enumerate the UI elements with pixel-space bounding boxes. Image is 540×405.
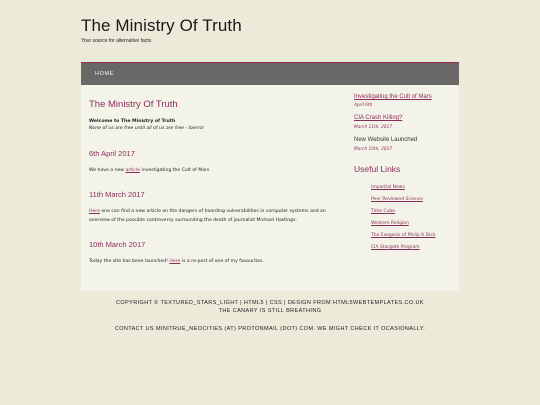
site-title: The Ministry Of Truth: [81, 16, 242, 35]
useful-link[interactable]: Impartial News: [371, 185, 405, 190]
post-article-link[interactable]: article: [125, 168, 140, 173]
post-text: investigating the Cult of Mars: [139, 168, 210, 173]
post-body: [89, 208, 344, 225]
nav-home-link[interactable]: HOME: [95, 71, 114, 77]
useful-link-item: [371, 233, 446, 239]
useful-link-item: [371, 209, 446, 215]
useful-link-item: [371, 185, 446, 191]
content-panel: [81, 85, 459, 291]
page-heading: The Ministry Of Truth: [89, 99, 178, 110]
footer-canary: THE CANARY IS STILL BREATHING: [218, 308, 322, 314]
post-here-link[interactable]: Here: [89, 209, 100, 214]
post-date-heading: 10th March 2017: [89, 240, 146, 249]
news-item-link[interactable]: CIA Crash Killing?: [354, 115, 403, 121]
post-text: We have a new: [89, 168, 126, 173]
post-here-link[interactable]: Here: [169, 259, 181, 264]
useful-link-item: [371, 197, 446, 203]
news-item-date: March 10th, 2017: [354, 147, 393, 152]
useful-link[interactable]: Peer Reviewed Science: [371, 197, 423, 202]
news-item-link[interactable]: Investigating the Cult of Mars: [354, 94, 432, 100]
useful-link[interactable]: CIA Stargate Program: [371, 245, 420, 250]
news-item-title: New Website Launched: [354, 137, 418, 143]
post-text: Today the site has been launched!: [89, 259, 170, 264]
post-date-heading: 6th April 2017: [89, 149, 135, 158]
useful-link[interactable]: Western Religion: [371, 221, 409, 226]
footer-contact: CONTACT US MINITRUE_NEOCITIES (AT) PROTONMAIL (DOT) COM. WE MIGHT CHECK IT OCASIONALLY.: [114, 326, 426, 332]
news-item-date: April 6th: [354, 103, 373, 108]
footer-copyright: COPYRIGHT © TEXTURED_STARS_LIGHT | HTML5 | CSS | DESIGN FROM HTML5WEBTEMPLATES.CO.UK: [116, 300, 424, 306]
useful-links-list: [371, 185, 446, 257]
post-body: [89, 258, 344, 267]
site-tagline: Your source for alternative facts: [81, 38, 152, 44]
useful-link-item: [371, 245, 446, 251]
useful-link[interactable]: The Exegesis of Philip K Dick: [371, 233, 436, 238]
news-item-date: March 11th, 2017: [354, 125, 393, 130]
post-text: one can find a new article on the dangers of hoarding vulnerabilities in computer systems and an overview of the possible controversy surrounding the death of journalist Michael Hastings.: [89, 209, 326, 223]
post-date-heading: 11th March 2017: [89, 190, 145, 199]
post-text: is a re-post of one of my favourites.: [180, 259, 264, 264]
useful-link[interactable]: Time Cube: [371, 209, 396, 214]
useful-link-item: [371, 221, 446, 227]
main-navbar: [81, 62, 459, 86]
useful-links-heading: Useful Links: [354, 164, 401, 174]
quote-text: None of us are free until all of us are free - Ioerror: [89, 126, 205, 131]
welcome-text: Welcome to The Ministry of Truth: [89, 119, 176, 124]
post-body: [89, 167, 344, 176]
